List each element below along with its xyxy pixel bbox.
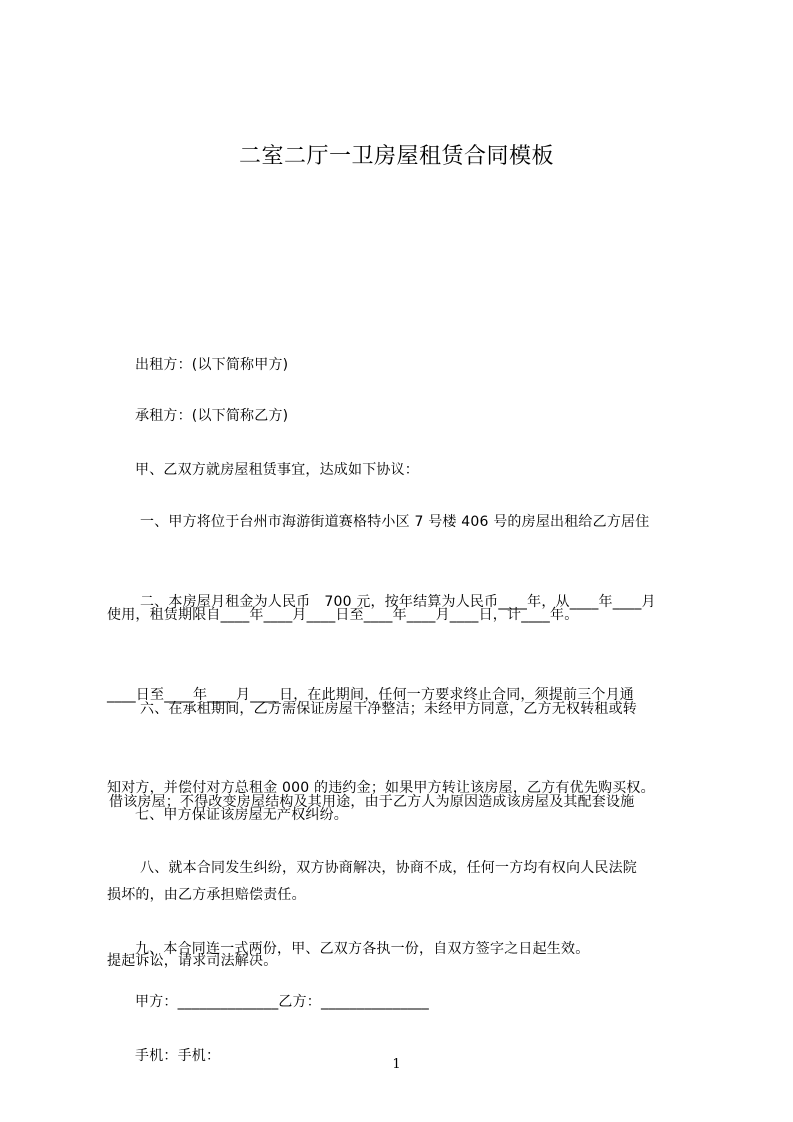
- clause-7-text: 七、甲方保证该房屋无产权纠纷。: [135, 807, 348, 823]
- clause-9-text: 九、本合同连一式两份，甲、乙双方各执一份，自双方签字之日起生效。: [135, 941, 590, 957]
- signature-text: 甲方：______________乙方：_______________: [135, 994, 429, 1010]
- clause-8-line-1: 八、就本合同发生纠纷，双方协商解决，协商不成，任何一方均有权向人民法院: [140, 860, 637, 876]
- lessor-text: 出租方：(以下简称甲方): [135, 357, 289, 373]
- clause-1-line-1: 一、甲方将位于台州市海游街道赛格特小区 7 号楼 406 号的房屋出租给乙方居住: [140, 514, 650, 530]
- document-title: 二室二厅一卫房屋租赁合同模板: [238, 144, 554, 169]
- page-number: 1: [392, 1057, 401, 1072]
- phone-line: [107, 979, 707, 1103]
- clause-6-line-2: 借该房屋；不得改变房屋结构及其用途，由于乙方人为原因造成该房屋及其配套设施: [109, 794, 635, 810]
- intro-text: 甲、乙双方就房屋租赁事宜，达成如下协议：: [135, 462, 419, 478]
- clause-2-line-1: 二、本房屋月租金为人民币 700 元，按年结算为人民币____年，从____年____月: [140, 594, 656, 610]
- clause-6-line-1: 六、在承租期间，乙方需保证房屋干净整洁；未经甲方同意，乙方无权转租或转: [140, 701, 637, 717]
- phone-text: 手机：手机：: [135, 1048, 221, 1064]
- clause-8-line-2: 提起诉讼，请求司法解决。: [107, 953, 278, 969]
- clause-2-line-3: 知对方，并偿付对方总租金 000 的违约金；如果甲方转让该房屋，乙方有优先购买权。: [107, 780, 655, 796]
- lessee-text: 承租方：(以下简称乙方): [135, 408, 289, 424]
- clause-1-line-2: 使用，租赁期限自____年____月____日至____年____月____日，计____年。: [107, 607, 579, 623]
- clause-2-line-2: ____日至____年____月____日，在此期间，任何一方要求终止合同，须提前三个月通: [107, 687, 634, 703]
- clause-6-line-3: 损坏的，由乙方承担赔偿责任。: [107, 887, 306, 903]
